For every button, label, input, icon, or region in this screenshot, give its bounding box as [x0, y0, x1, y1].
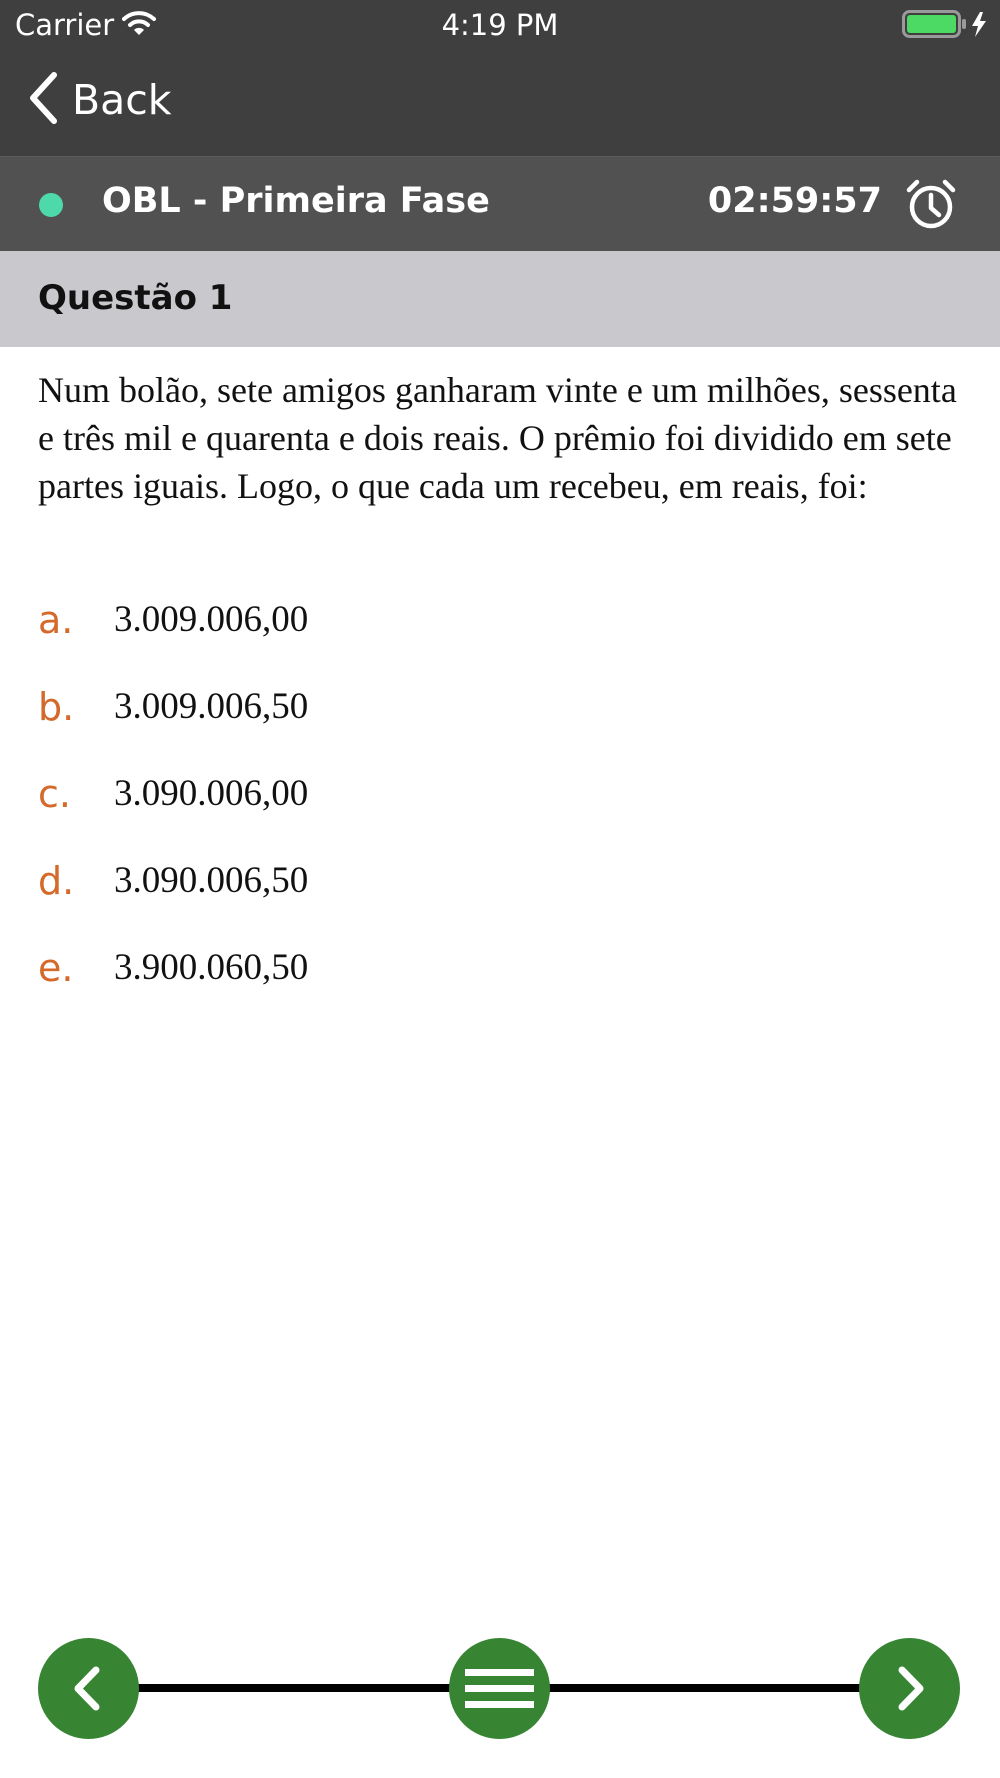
option-value: 3.900.060,50: [114, 947, 309, 988]
carrier-label: Carrier: [15, 8, 115, 42]
back-button[interactable]: [28, 70, 172, 130]
option-value: 3.090.006,50: [114, 860, 309, 901]
question-header: [0, 251, 1000, 347]
question-list-button[interactable]: [449, 1638, 550, 1739]
online-status-dot: [39, 193, 63, 217]
status-bar: [0, 0, 1000, 50]
option-b[interactable]: [38, 685, 938, 772]
option-letter: b.: [38, 685, 75, 729]
battery-charging-icon: [902, 10, 992, 43]
option-e[interactable]: [38, 946, 938, 1033]
option-letter: c.: [38, 772, 71, 816]
question-title: Questão 1: [38, 278, 233, 318]
option-d[interactable]: [38, 859, 938, 946]
status-time: 4:19 PM: [441, 8, 559, 42]
answer-options: [38, 598, 938, 1033]
option-c[interactable]: [38, 772, 938, 859]
countdown-timer: 02:59:57: [707, 181, 882, 221]
option-value: 3.090.006,00: [114, 773, 309, 814]
alarm-clock-icon: [905, 178, 957, 235]
option-letter: d.: [38, 859, 75, 903]
previous-question-button[interactable]: [38, 1638, 139, 1739]
exam-title: OBL - Primeira Fase: [102, 181, 490, 221]
exam-header: [0, 156, 1000, 251]
option-value: 3.009.006,50: [114, 686, 309, 727]
question-text: Num bolão, sete amigos ganharam vinte e um milhões, sessenta e três mil e quarenta e dois reais. O prêmio foi dividido em sete partes iguais. Logo, o que cada um recebeu, em reais, foi:: [38, 370, 957, 506]
chevron-left-icon: [28, 71, 58, 130]
navigation-bar: [0, 50, 1000, 156]
option-a[interactable]: [38, 598, 938, 685]
option-letter: e.: [38, 946, 74, 990]
option-letter: a.: [38, 598, 74, 642]
back-label: Back: [72, 76, 172, 124]
next-question-button[interactable]: [859, 1638, 960, 1739]
option-value: 3.009.006,00: [114, 599, 309, 640]
